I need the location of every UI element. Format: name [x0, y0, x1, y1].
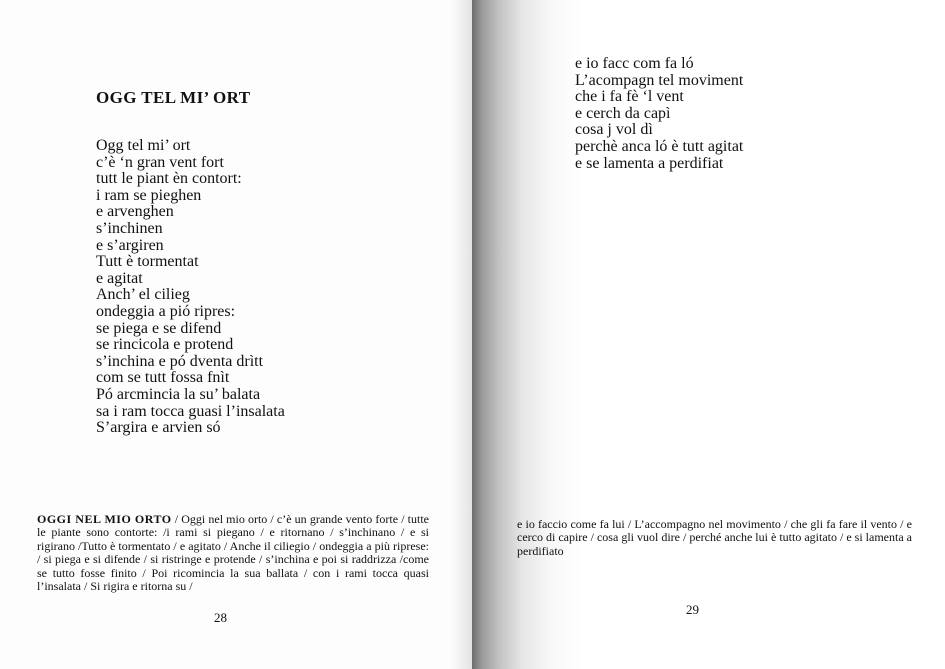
left-page [0, 0, 472, 669]
left-translation [37, 513, 429, 593]
poem-line: sa i ram tocca guasi l’insalata [96, 402, 285, 420]
poem-line: e cerch da capì [575, 104, 671, 122]
poem-line: tutt le piant èn contort: [96, 170, 242, 188]
poem-line: S’argira e arvien só [96, 419, 221, 437]
translation-title: OGGI NEL MIO ORTO [37, 512, 172, 526]
poem-line: Tutt è tormentat [96, 253, 199, 271]
poem-line: com se tutt fossa fnìt [96, 369, 230, 387]
poem-line: e io facc com fa ló [575, 55, 694, 72]
right-poem [575, 56, 743, 172]
poem-line: perchè anca ló è tutt agitat [575, 137, 744, 155]
poem-title: OGG TEL MI’ ORT [96, 88, 251, 107]
poem-line: Ogg tel mi’ ort [96, 137, 191, 154]
translation-text: / Oggi nel mio orto / c’è un grande vento forte / tutte le piante sono contorte: /i rami si piegano / e ritornano / s’inchinano / e si rigirano /Tutto è tormentato / e agitato / Anche il ciliegio / ondeggia a più riprese: / si piega e si difende / si ristringe e protende / s’inchina e poi si raddrizza /come se tutto fosse finito / Poi ricomincia la sua ballata / con i rami tocca quasi l’insalata / Si rigira e ritorna su / [37, 512, 429, 594]
right-translation: e io faccio come fa lui / L’accompagno nel movimento / che gli fa fare il vento / e cerco di capire / cosa gli vuol dire / perché anche lui è tutto agitato / e si lamenta a perdifiato [517, 517, 912, 558]
poem-line: ondeggia a pió ripres: [96, 302, 236, 320]
page-number: 28 [214, 610, 227, 625]
poem-line: e s’argiren [96, 236, 164, 254]
page-number: 29 [686, 602, 699, 617]
left-poem [96, 138, 285, 437]
poem-line: e arvenghen [96, 203, 174, 221]
right-page [472, 0, 945, 669]
poem-line: s’inchina e pó dventa drìtt [96, 352, 264, 370]
poem-line: se piega e se difend [96, 319, 222, 337]
poem-line: Pó arcmincia la su’ balata [96, 385, 261, 403]
poem-line: cosa j vol dì [575, 121, 653, 139]
poem-line: che i fa fè ‘l vent [575, 88, 684, 106]
poem-line: Anch’ el cilieg [96, 286, 190, 304]
poem-line: L’acompagn tel moviment [575, 71, 744, 89]
poem-line: c’è ‘n gran vent fort [96, 153, 224, 171]
poem-line: i ram se pieghen [96, 186, 202, 204]
poem-line: se rincicola e protend [96, 336, 234, 354]
poem-line: s’inchinen [96, 219, 163, 237]
poem-line: e se lamenta a perdifiat [575, 154, 724, 172]
poem-line: e agitat [96, 269, 143, 287]
